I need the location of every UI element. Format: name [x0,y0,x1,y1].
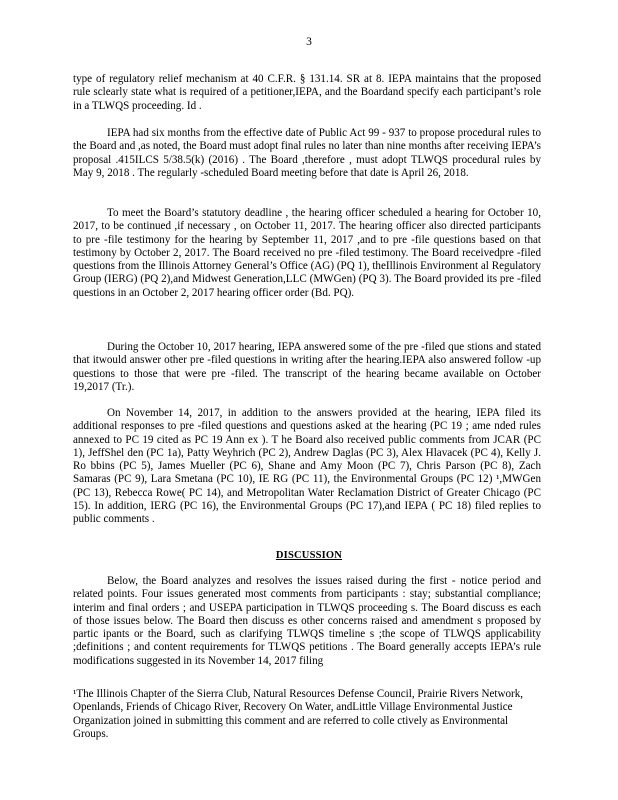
paragraph-2: IEPA had six months from the effective date of Public Act 99 - 937 to propose procedural rules to the Board and ,as noted, the Board must adopt final rules no later than nine months after receiving IEPA’s proposal .415ILCS 5/38.5(k) (2016) . The Board ,therefore , must adopt TLWQS procedural rules by May 9, 2018 . The regularly -scheduled Board meeting before that date is April 26, 2018. [73,127,541,179]
section-heading: DISCUSSION [275,550,343,561]
paragraph-1: type of regulatory relief mechanism at 40 C.F.R. § 131.14. SR at 8. IEPA maintains that the proposed rule sclearly state what is required of a petitioner,IEPA, and the Boardand specify each participant’s role in a TLWQS proceeding. Id . [73,73,541,112]
paragraph-4: During the October 10, 2017 hearing, IEPA answered some of the pre -filed que stions and stated that itwould answer other pre -filed questions in writing after the hearing.IEPA also answered follow -up questions to those that were pre -filed. The transcript of the hearing became available on October 19,2017 (Tr.). [73,341,541,393]
paragraph-3: To meet the Board’s statutory deadline , the hearing officer scheduled a hearing for October 10, 2017, to be continued ,if necessary , on October 11, 2017. The hearing officer also directed participants to pre -file testimony for the hearing by September 11, 2017 ,and to pre -file questions based on that testimony by October 2, 2017. The Board received no pre -filed testimony. The Board receivedpre -filed questions from the Illinois Attorney General’s Office (AG) (PQ 1), theIllinois Environment al Regulatory Group (IERG) (PQ 2),and Midwest Generation,LLC (MWGen) (PQ 3). The Board provided its pre -filed questions in an October 2, 2017 hearing officer order (Bd. PQ). [73,207,541,299]
footnote: ¹The Illinois Chapter of the Sierra Club, Natural Resources Defense Council, Prairie Rivers Network, Openlands, Friends of Chicago River, Recovery On Water, andLittle Village Environmental Justice Organization joined in submitting this comment and are referred to colle ctively as Environmental Groups. [73,688,524,740]
paragraph-6: Below, the Board analyzes and resolves the issues raised during the first - notice period and related points. Four issues generated most comments from participants : stay; substantial compliance; interim and final orders ; and USEPA participation in TLWQS proceeding s. The Board discuss es each of those issues below. The Board then discuss es other concerns raised and amendment s proposed by partic ipants or the Board, such as clarifying TLWQS timeline s ;the scope of TLWQS applicability ;definitions ; and content requirements for TLWQS petitions . The Board generally accepts IEPA’s rule modifications suggested in its November 14, 2017 filing [73,575,541,667]
paragraph-5: On November 14, 2017, in addition to the answers provided at the hearing, IEPA filed its additional responses to pre -filed questions and questions asked at the hearing (PC 19 ; ame nded rules annexed to PC 19 cited as PC 19 Ann ex ). T he Board also received public comments from JCAR (PC 1), JeffShel den (PC 1a), Patty Weyhrich (PC 2), Andrew Daglas (PC 3), Alex Hlavacek (PC 4), Kelly J. Ro bbins (PC 5), James Mueller (PC 6), Shane and Amy Moon (PC 7), Chris Parson (PC 8), Zach Samaras (PC 9), Lara Smetana (PC 10), IE RG (PC 11), the Environmental Groups (PC 12) ¹,MWGen (PC 13), Rebecca Rowe( PC 14), and Metropolitan Water Reclamation District of Greater Chicago (PC 15). In addition, IERG (PC 16), the Environmental Groups (PC 17),and IEPA ( PC 18) filed replies to public comments . [73,407,541,526]
page-number: 3 [306,36,312,48]
